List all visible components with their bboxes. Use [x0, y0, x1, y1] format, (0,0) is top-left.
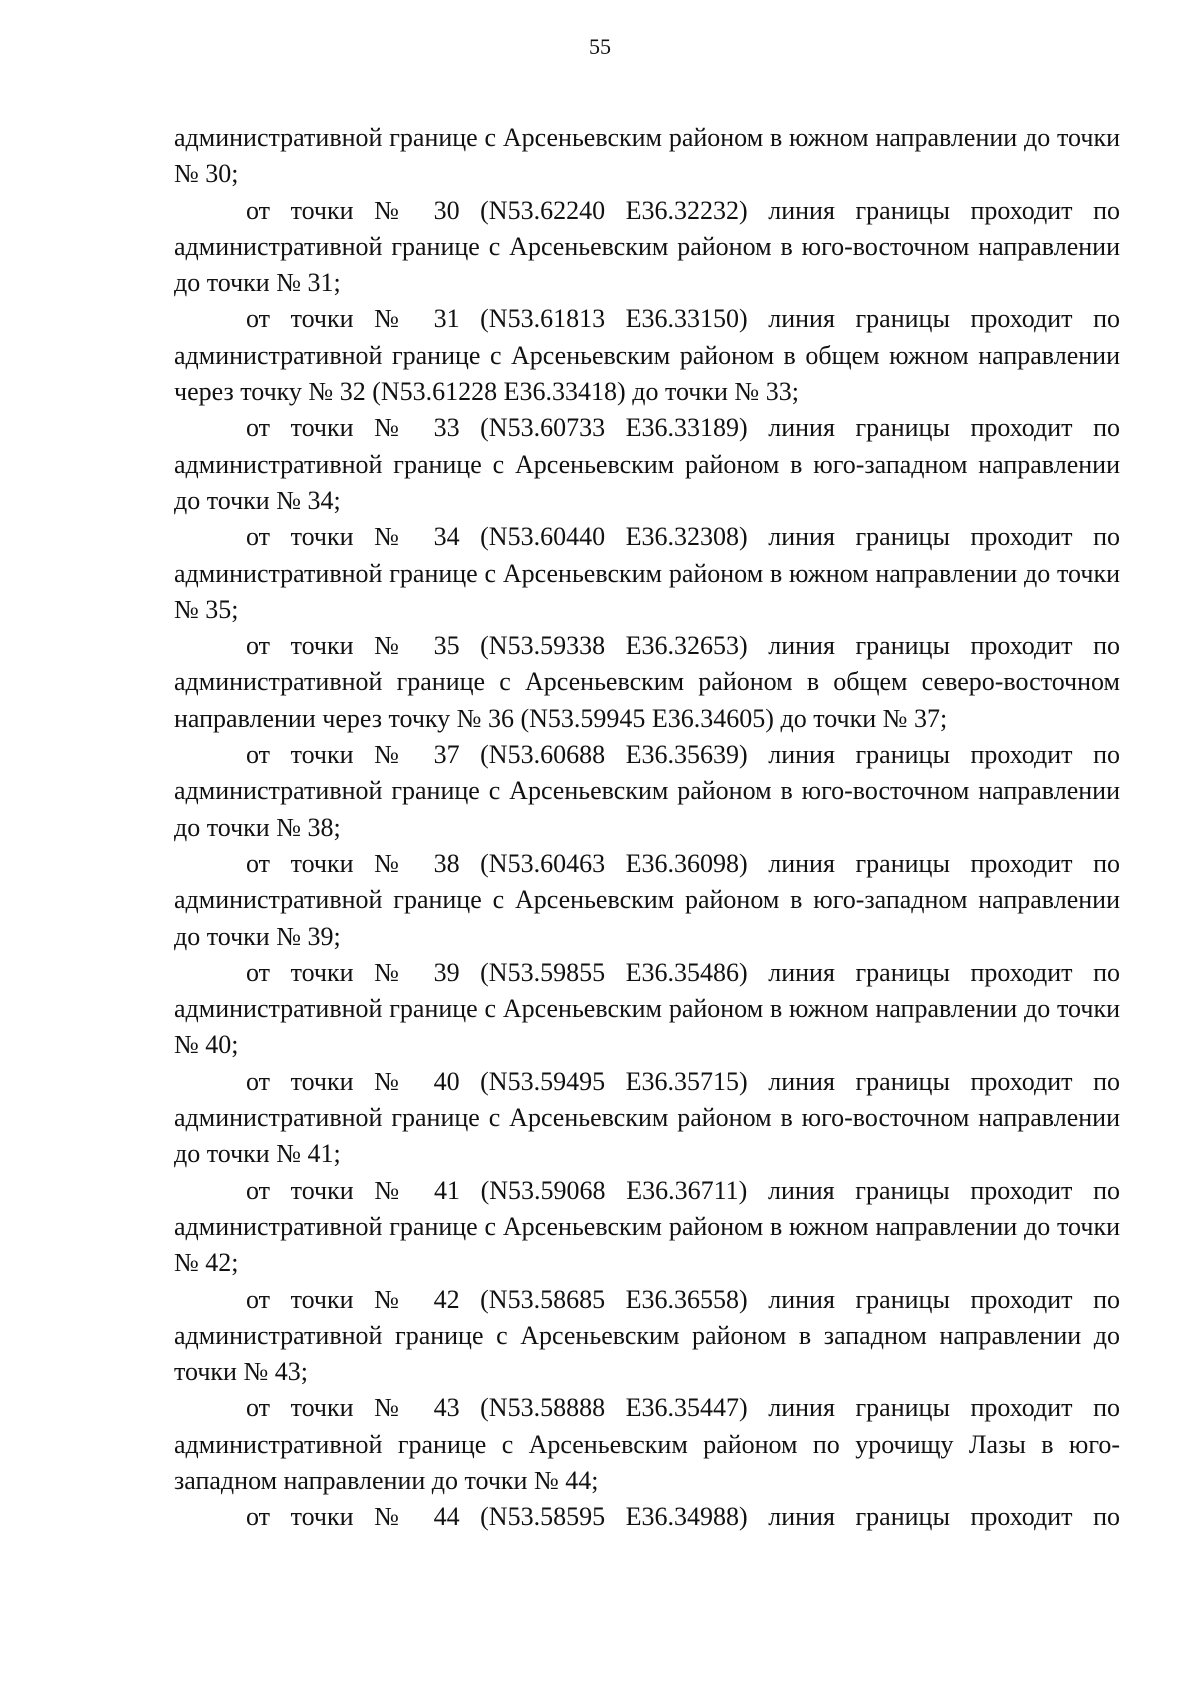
paragraph: от точки № 34 (N53.60440 E36.32308) линия границы проходит по административной границе с Арсеньевским районом в южном направлении до точки № 35; [174, 522, 1120, 624]
paragraph: от точки № 38 (N53.60463 E36.36098) линия границы проходит по административной границе с Арсеньевским районом в юго-западном направлении до точки № 39; [174, 848, 1120, 951]
paragraph: от точки № 40 (N53.59495 E36.35715) линия границы проходит по административной границе с Арсеньевским районом в юго-восточном направлении до точки № 41; [174, 1066, 1120, 1169]
paragraph: административной границе с Арсеньевским районом в южном направлении до точки № 30; [174, 123, 1120, 189]
paragraph: от точки № 37 (N53.60688 E36.35639) линия границы проходит по административной границе с Арсеньевским районом в юго-восточном направлении до точки № 38; [174, 740, 1120, 842]
paragraph: от точки № 31 (N53.61813 E36.33150) линия границы проходит по административной границе с Арсеньевским районом в общем южном направлении через точку № 32 (N53.61228 E36.33418) до точки № 33; [174, 304, 1120, 407]
paragraph: от точки № 39 (N53.59855 E36.35486) линия границы проходит по административной границе с Арсеньевским районом в южном направлении до точки № 40; [174, 957, 1120, 1060]
document-body [174, 120, 1120, 1536]
paragraph: от точки № 41 (N53.59068 E36.36711) линия границы проходит по административной границе с Арсеньевским районом в южном направлении до точки № 42; [174, 1175, 1120, 1278]
paragraph: от точки № 35 (N53.59338 E36.32653) линия границы проходит по административной границе с Арсеньевским районом в общем северо-восточном направлении через точку № 36 (N53.59945 E36.34605) до точки № 37; [174, 631, 1120, 733]
paragraph: от точки № 43 (N53.58888 E36.35447) линия границы проходит по административной границе с Арсеньевским районом по урочищу Лазы в юго-западном направлении до точки № 44; [174, 1393, 1120, 1495]
paragraph: от точки № 30 (N53.62240 E36.32232) линия границы проходит по административной границе с Арсеньевским районом в юго-восточном направлении до точки № 31; [174, 195, 1120, 298]
page-number: 55 [589, 34, 611, 59]
paragraph: от точки № 33 (N53.60733 E36.33189) линия границы проходит по административной границе с Арсеньевским районом в юго-западном направлении до точки № 34; [174, 413, 1120, 515]
paragraph: от точки № 44 (N53.58595 E36.34988) линия границы проходит по [246, 1502, 1120, 1532]
paragraph: от точки № 42 (N53.58685 E36.36558) линия границы проходит по административной границе с Арсеньевским районом в западном направлении до точки № 43; [174, 1284, 1120, 1387]
